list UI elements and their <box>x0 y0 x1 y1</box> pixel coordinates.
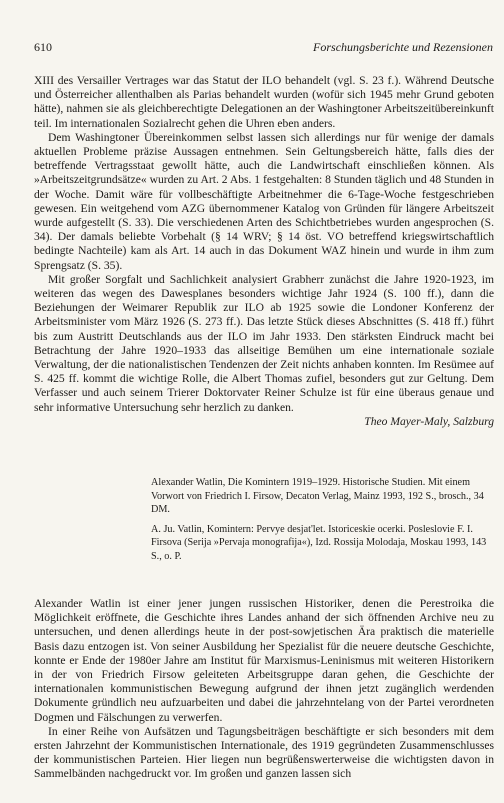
bibliography-entry: Alexander Watlin, Die Komintern 1919–1929. Historische Studien. Mit einem Vorwort von Friedrich I. Firsow, Decaton Verlag, Mainz 1993, 192 S., brosch., 34 DM. <box>151 477 484 516</box>
paragraph: Alexander Watlin ist einer jener jungen russischen Historiker, denen die Perestroika die Möglichkeit eröffnete, die Geschichte ihres Landes anhand der sich öffnenden Archive neu zu untersuchen, und denen allerdings heute in der post-sowjetischen Ära praktisch die materielle Basis dazu entzogen ist. Von seiner Ausbildung her Spezialist für die neuere deutsche Geschichte, konnte er Ende der 1980er Jahre am Institut für Marxismus-Leninismus mit weiteren Historikern in der von Friedrich Firsow geleiteten Arbeitsgruppe daran gehen, die Geschichte der internationalen kommunistischen Bewegung aufgrund der ihnen jetzt zugänglich werdenden Dokumente gründlich neu aufzuarbeiten und dabei die jahrzehntelang von der Partei verordneten Dogmen und Fälschungen zu verwerfen. <box>34 597 494 724</box>
paragraph: Dem Washingtoner Übereinkommen selbst lassen sich allerdings nur für wenige der damals aktuellen Probleme präzise Aussagen entnehmen. Sein Geltungsbereich hätte, falls dies der betreffende Vertragsstaat gewollt hätte, auch die Landwirtschaft einschließen können. Als »Arbeitszeitgrundsätze« wurden zu Art. 2 Abs. 1 festgehalten: 8 Stunden täglich und 48 Stunden in der Woche. Damit wäre für vollbeschäftigte Arbeitnehmer die 6-Tage-Woche festgeschrieben gewesen. Ein weitgehend vom AZG übernommener Katalog von Gründen für längere Arbeitszeit wurde aufgestellt (S. 33). Die verschiedenen Arten des Schichtbetriebes wurden angesprochen (S. 34). Der damals beliebte Vorbehalt (§ 14 WRV; § 14 öst. VO betreffend kriegswirtschaftlich bedingte Nachteile) kam als Art. 14 auch in das Dokument WAZ hinein und wurde in ihm zum Sprengsatz (S. 35). <box>34 130 494 272</box>
running-title: Forschungsberichte und Rezensionen <box>313 40 493 54</box>
paragraph: XIII des Versailler Vertrages war das Statut der ILO behandelt (vgl. S. 23 f.). Während Deutsche und Österreicher allenthalben als Parias behandelt wurden (wofür sich 1945 mehr Grund geboten hätte), nahmen sie als gleichberechtigte Delegationen an der Washingtoner Arbeitszeitübereinkunft teil. Im internationalen Sozialrecht gehen die Uhren eben anders. <box>34 74 494 130</box>
paragraph: Mit großer Sorgfalt und Sachlichkeit analysiert Grabherr zunächst die Jahre 1920-1923, im weiteren das wegen des Dawesplanes besonders wichtige Jahr 1924 (S. 100 ff.), dann die Beziehungen der Weimarer Republik zur ILO ab 1925 sowie die Londoner Konferenz der Arbeitsminister vom März 1926 (S. 273 ff.). Das letzte Stück dieses Abschnittes (S. 418 ff.) führt bis zum Austritt Deutschlands aus der ILO im Jahr 1933. Den stärksten Eindruck macht bei Betrachtung der Jahre 1920–1933 das allseitige Bemühen um eine internationale soziale Verwaltung, der die nationalistischen Tendenzen der Zeit nichts anhaben konnten. Im Resümee auf S. 425 ff. kommt die wichtige Rolle, die Albert Thomas zufiel, besonders gut zur Geltung. Dem Verfasser und auch seinem Trierer Doktorvater Reiner Schulze ist für eine überaus genaue und sehr informative Untersuchung sehr herzlich zu danken. <box>34 272 494 414</box>
page-number: 610 <box>34 40 52 54</box>
paragraph: In einer Reihe von Aufsätzen und Tagungsbeiträgen beschäftigte er sich besonders mit dem ersten Jahrzehnt der Kommunistischen Internationale, des 1919 gegründeten Zusammenschlusses der kommunistischen Parteien. Hier liegen nun begrüßenswerterweise die wichtigsten davon in Sammelbänden nachgedruckt vor. Im großen und ganzen lassen sich <box>34 724 494 781</box>
reviewer-signature: Theo Mayer-Maly, Salzburg <box>364 414 494 428</box>
page-header <box>34 40 493 54</box>
review-body <box>34 597 494 782</box>
review-continuation <box>34 74 494 429</box>
bibliographic-header <box>151 476 494 564</box>
bibliography-entry: A. Ju. Vatlin, Komintern: Pervye desjat'let. Istoriceskie ocerki. Posleslovie F. I. Firsova (Serija »Pervaja monografija«), Izd. Rossija Molodaja, Moskau 1993, 143 S., o. P. <box>151 523 487 562</box>
